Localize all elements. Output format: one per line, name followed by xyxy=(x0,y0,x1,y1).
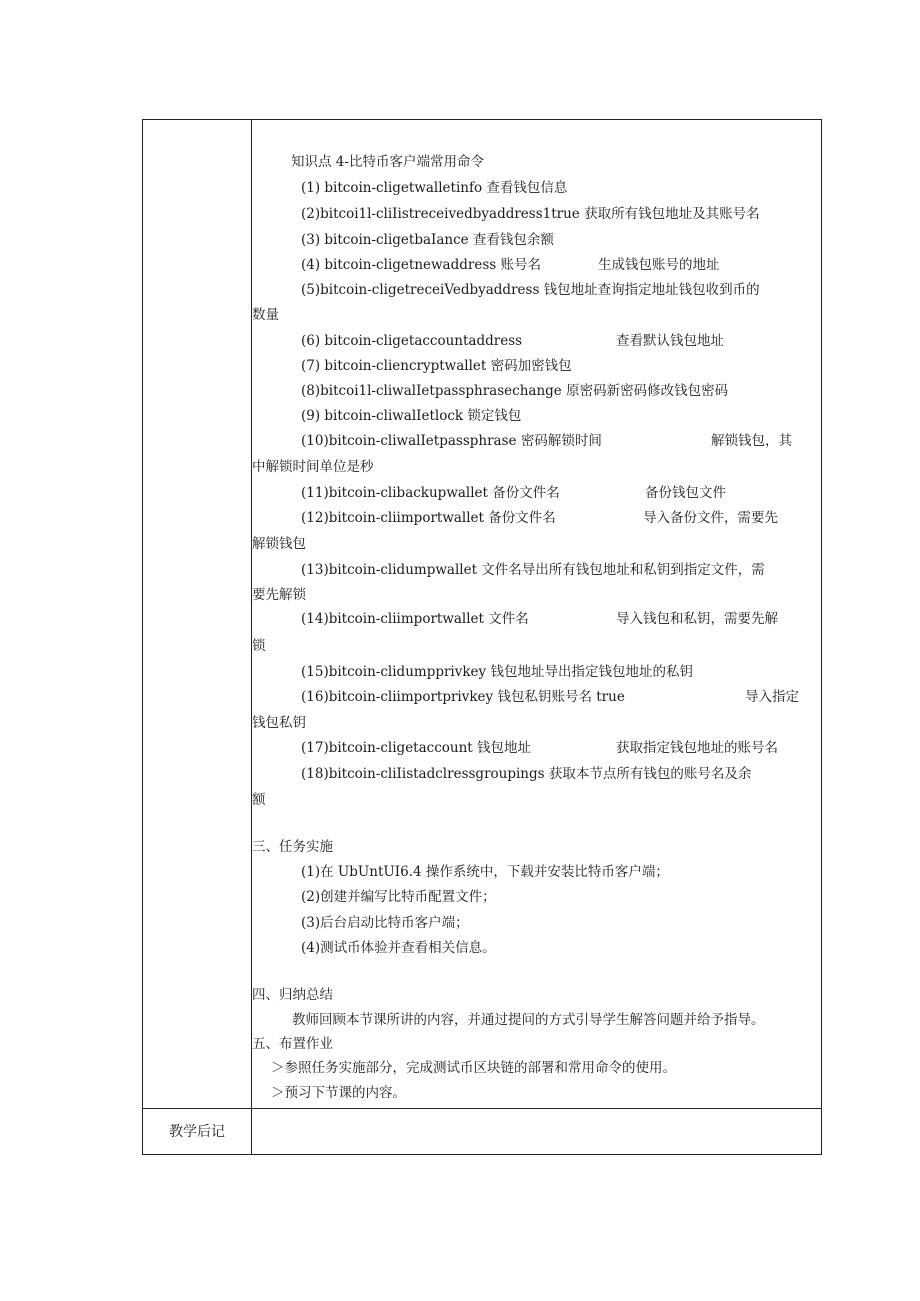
command-item-1: (1) bitcoin-cligetwalletinfo 查看钱包信息 xyxy=(301,180,568,196)
knowledge-point-title: 知识点 4-比特币客户端常用命令 xyxy=(291,154,484,170)
summary-text: 教师回顾本节课所讲的内容，并通过提问的方式引导学生解答问题并给予指导。 xyxy=(292,1012,765,1028)
command-item-12: (12)bitcoin-cliimportwallet 备份文件名 xyxy=(301,510,556,526)
command-item-6: (6) bitcoin-cligetaccountaddress xyxy=(301,333,523,349)
teaching-notes-cell xyxy=(252,1109,821,1154)
command-item-11-desc: 备份钱包文件 xyxy=(645,485,726,501)
command-item-14: (14)bitcoin-cliimportwallet 文件名 xyxy=(301,611,529,627)
command-item-6-desc: 查看默认钱包地址 xyxy=(616,333,724,349)
command-item-5: (5)bitcoin-cligetreceiVedbyaddress 钱包地址查询指定地址钱包收到币的 xyxy=(301,282,760,298)
command-item-15: (15)bitcoin-clidumpprivkey 钱包地址导出指定钱包地址的私钥 xyxy=(301,664,693,680)
lesson-content xyxy=(252,120,822,1108)
command-item-14-desc: 导入钱包和私钥，需要先解 xyxy=(616,611,778,627)
command-item-2: (2)bitcoi1l-cliIistreceivedbyaddress1true 获取所有钱包地址及其账号名 xyxy=(301,206,760,222)
command-item-4-desc: 生成钱包账号的地址 xyxy=(598,257,720,273)
command-item-10: (10)bitcoin-cliwalIetpassphrase 密码解锁时间 xyxy=(301,433,602,449)
command-item-7: (7) bitcoin-cliencryptwallet 密码加密钱包 xyxy=(301,358,572,374)
lesson-table xyxy=(142,119,822,1155)
section-4-heading: 四、归纳总结 xyxy=(252,987,333,1003)
task-item-1: (1)在 UbUntUI6.4 操作系统中，下载并安装比特币客户端； xyxy=(301,864,669,880)
command-item-10-desc: 解锁钱包，其 xyxy=(711,433,792,449)
command-item-12-desc: 导入备份文件，需要先 xyxy=(643,510,778,526)
command-item-13-cont: 要先解锁 xyxy=(252,587,306,603)
command-item-16-cont: 钱包私钥 xyxy=(252,715,306,731)
command-item-11: (11)bitcoin-clibackupwallet 备份文件名 xyxy=(301,485,560,501)
homework-item-2: ＞预习下节课的内容。 xyxy=(271,1085,406,1101)
command-item-3: (3) bitcoin-cligetbaIance 查看钱包余额 xyxy=(301,232,554,248)
command-item-16: (16)bitcoin-cliimportprivkey 钱包私钥账号名 true xyxy=(301,689,625,705)
command-item-9: (9) bitcoin-cliwalIetlock 锁定钱包 xyxy=(301,408,522,424)
command-item-12-cont: 解锁钱包 xyxy=(252,536,306,552)
command-item-17: (17)bitcoin-cligetaccount 钱包地址 xyxy=(301,740,532,756)
command-item-5-cont: 数量 xyxy=(252,307,279,323)
task-item-4: (4)测试币体验并查看相关信息。 xyxy=(301,940,496,956)
section-3-heading: 三、任务实施 xyxy=(252,839,333,855)
command-item-4: (4) bitcoin-cligetnewaddress 账号名 xyxy=(301,257,541,273)
task-item-2: (2)创建并编写比特币配置文件； xyxy=(301,889,496,905)
homework-item-1: ＞参照任务实施部分，完成测试币区块链的部署和常用命令的使用。 xyxy=(271,1060,676,1076)
command-item-10-cont: 中解锁时间单位是秒 xyxy=(252,459,374,475)
command-item-16-desc: 导入指定 xyxy=(745,689,799,705)
section-5-heading: 五、布置作业 xyxy=(252,1036,333,1052)
command-item-8: (8)bitcoi1l-cliwalIetpassphrasechange 原密码新密码修改钱包密码 xyxy=(301,383,729,399)
teaching-notes-label: 教学后记 xyxy=(169,1124,225,1140)
command-item-14-cont: 锁 xyxy=(252,638,266,654)
command-item-13: (13)bitcoin-clidumpwallet 文件名导出所有钱包地址和私钥到指定文件，需 xyxy=(301,562,765,578)
task-item-3: (3)后台启动比特币客户端； xyxy=(301,915,469,931)
command-item-18-cont: 额 xyxy=(252,792,266,808)
command-item-18: (18)bitcoin-cliIistadclressgroupings 获取本节点所有钱包的账号名及余 xyxy=(301,766,752,782)
command-item-17-desc: 获取指定钱包地址的账号名 xyxy=(616,740,778,756)
